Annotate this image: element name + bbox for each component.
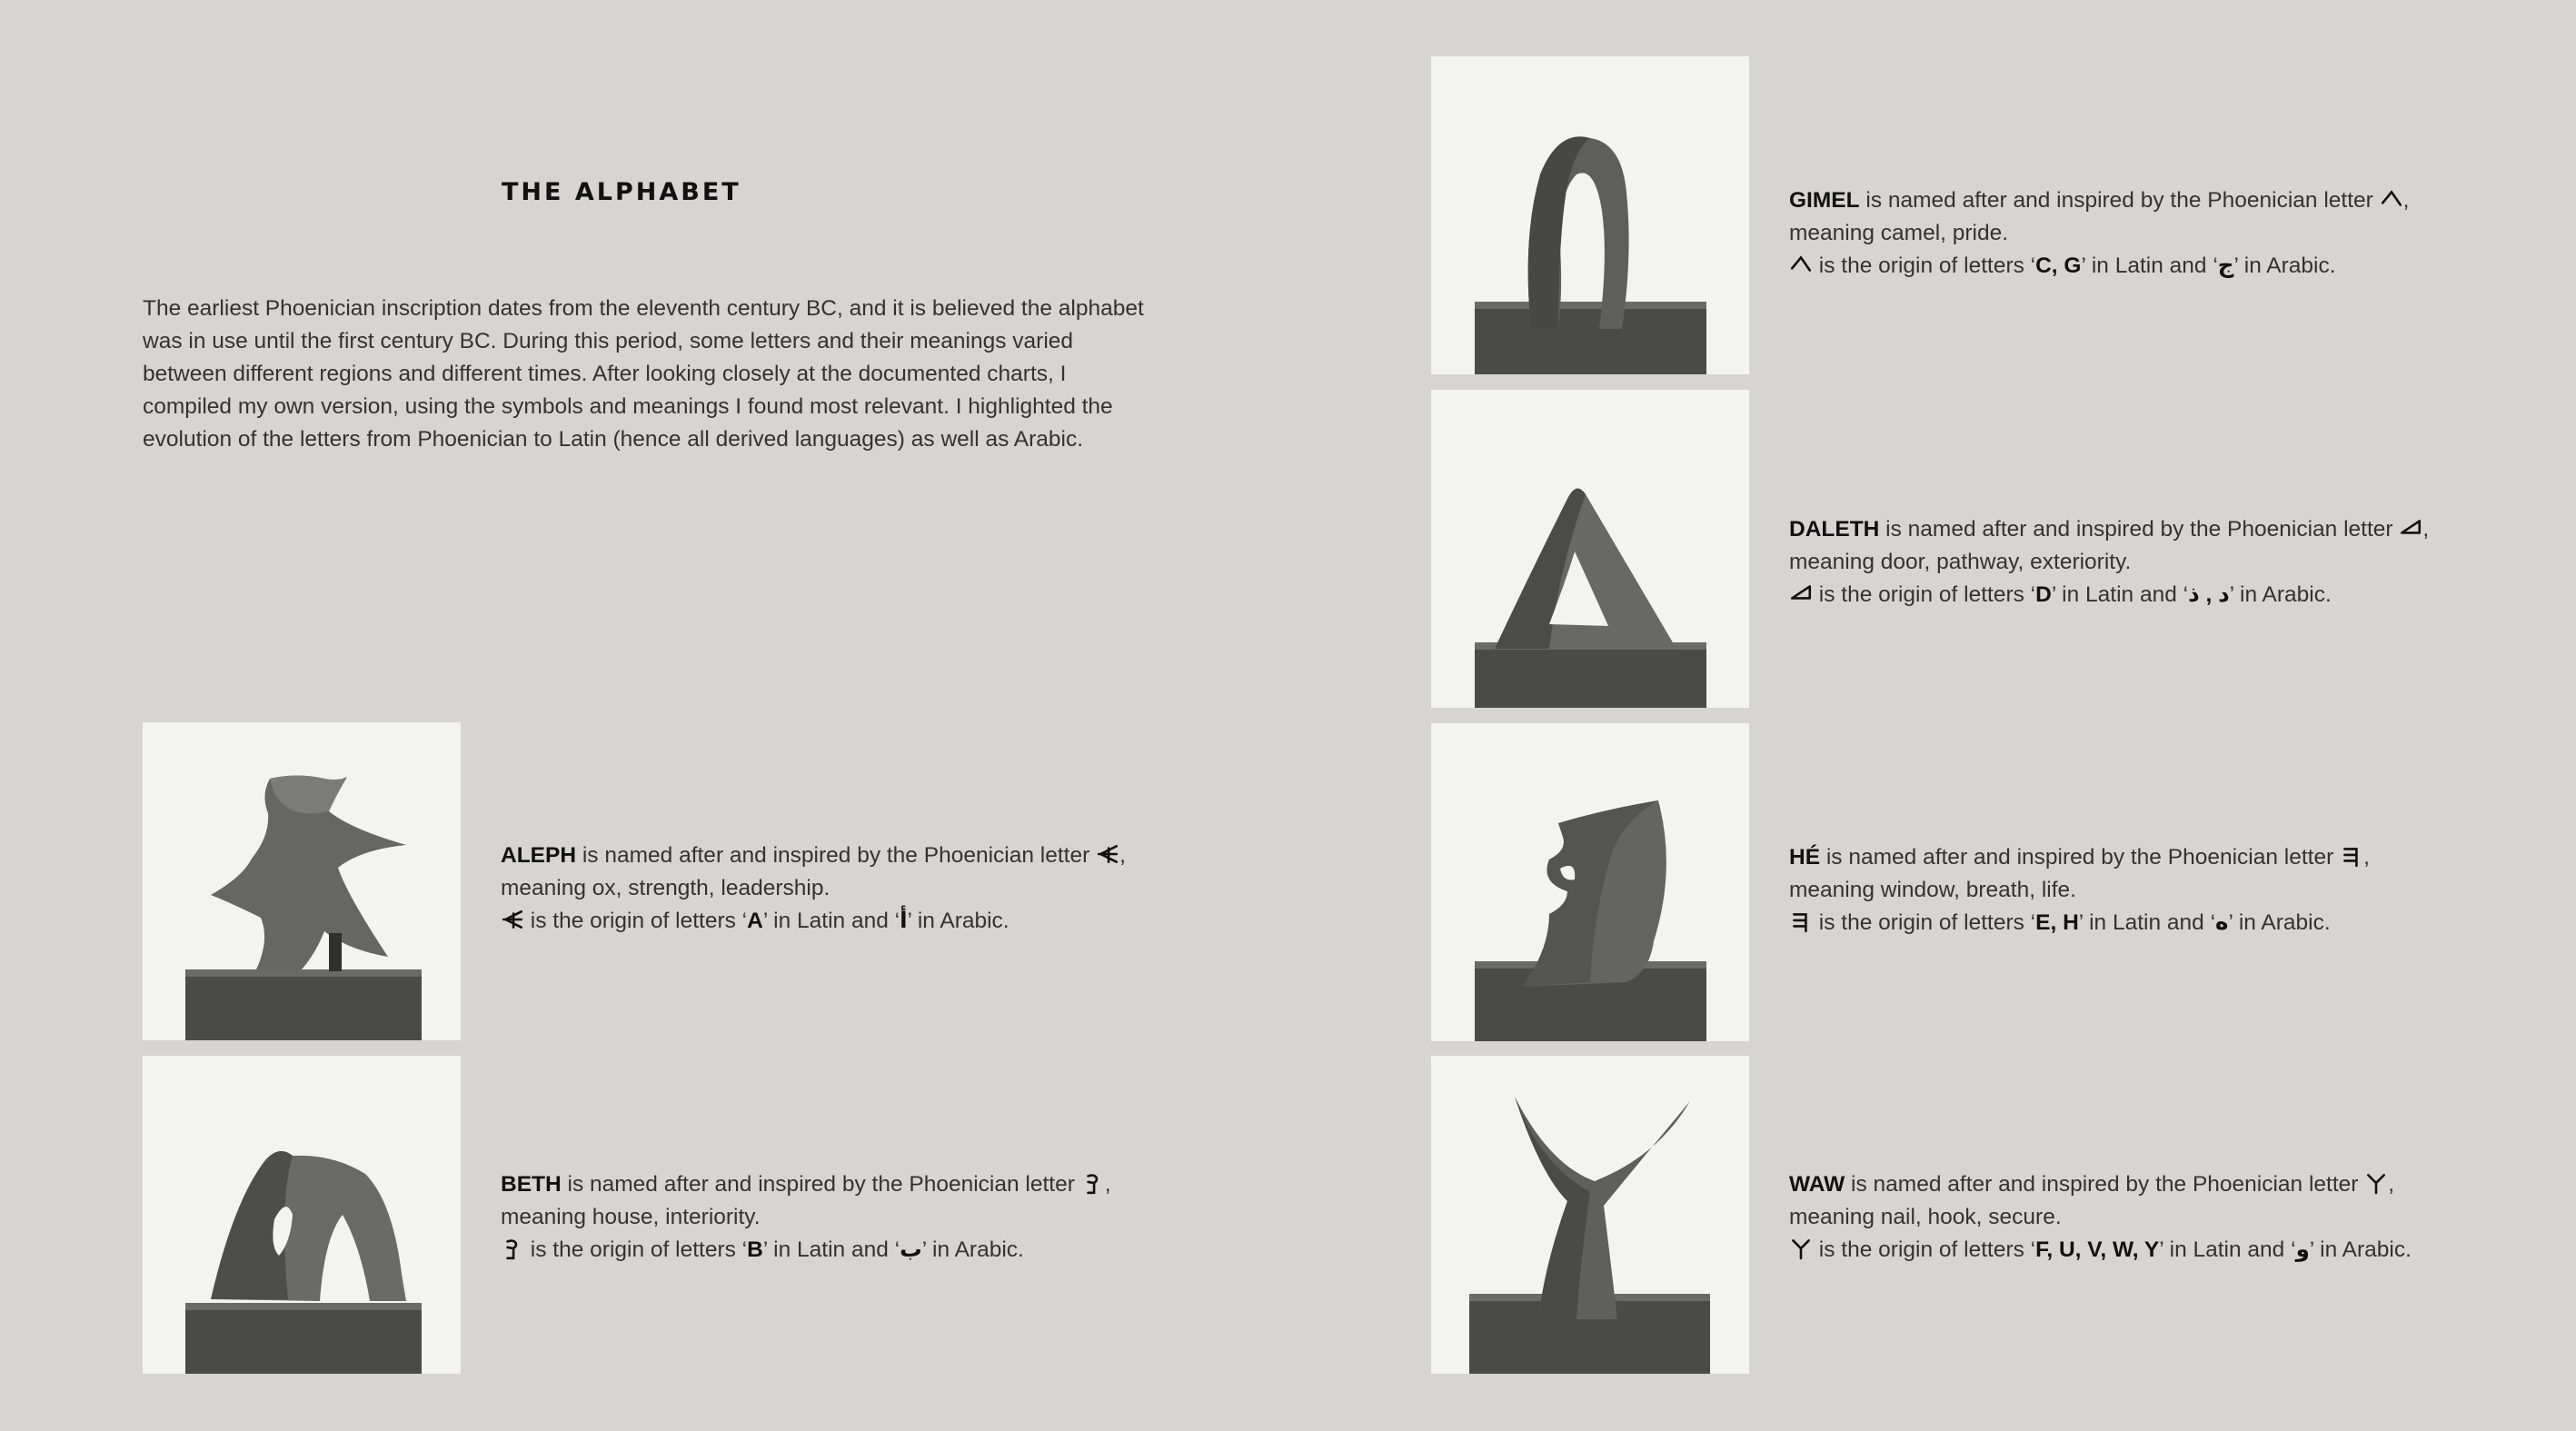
phoenician-beth-icon: [501, 1237, 524, 1260]
intro-paragraph: The earliest Phoenician inscription dates from the eleventh century BC, and it is believed the alphabet was in use until the first century BC. During this period, some letters and their meanings varied between different regions and different times. After looking closely at the documented charts, I compiled my own version, using the symbols and meanings I found most relevant. I highlighted the evolution of the letters from Phoenician to Latin (hence all derived languages) as well as Arabic.: [143, 296, 1144, 452]
phoenician-gimel-icon: [1789, 253, 1813, 276]
phoenician-aleph-icon: [501, 908, 524, 931]
gimel-sculpture-photo: [1431, 56, 1749, 374]
phoenician-aleph-icon: [1096, 842, 1119, 866]
phoenician-daleth-icon: [1789, 581, 1813, 605]
aleph-sculpture-photo: [143, 722, 461, 1040]
beth-sculpture-photo: [143, 1056, 461, 1374]
phoenician-waw-icon: [2364, 1171, 2388, 1195]
phoenician-waw-icon: [1789, 1237, 1813, 1260]
gimel-description: GIMEL is named after and inspired by the Phoenician letter , meaning camel, pride. is the origin of letters ‘C, G’ in Latin and ‘ج’ in Arabic.: [1789, 188, 2410, 278]
page-title: THE ALPHABET: [502, 178, 741, 206]
phoenician-gimel-icon: [2380, 187, 2403, 211]
waw-description: WAW is named after and inspired by the Phoenician letter , meaning nail, hook, secure. is the origin of letters ‘F, U, V, W, Y’ in Latin and ‘و’ in Arabic.: [1789, 1172, 2412, 1262]
beth-letter-name: BETH: [501, 1172, 562, 1197]
waw-sculpture-photo: [1431, 1056, 1749, 1374]
phoenician-beth-icon: [1081, 1171, 1105, 1195]
daleth-letter-name: DALETH: [1789, 517, 1880, 542]
daleth-description: DALETH is named after and inspired by the Phoenician letter , meaning door, pathway, exteriority. is the origin of letters ‘D’ in Latin and ‘د , ذ’ in Arabic.: [1789, 517, 2430, 607]
daleth-sculpture-photo: [1431, 390, 1749, 708]
phoenician-he-icon: [1789, 909, 1813, 933]
phoenician-daleth-icon: [2399, 516, 2422, 540]
aleph-description: ALEPH is named after and inspired by the Phoenician letter , meaning ox, strength, leadership. is the origin of letters ‘A’ in Latin and ‘أ’ in Arabic.: [501, 843, 1126, 933]
he-description: HÉ is named after and inspired by the Phoenician letter , meaning window, breath, life. is the origin of letters ‘E, H’ in Latin and ‘ه’ in Arabic.: [1789, 845, 2370, 935]
phoenician-he-icon: [2340, 844, 2363, 868]
beth-description: BETH is named after and inspired by the Phoenician letter , meaning house, interiority. is the origin of letters ‘B’ in Latin and ‘ب’ in Arabic.: [501, 1172, 1111, 1262]
aleph-letter-name: ALEPH: [501, 843, 577, 868]
he-sculpture-photo: [1431, 723, 1749, 1041]
gimel-letter-name: GIMEL: [1789, 188, 1860, 213]
waw-letter-name: WAW: [1789, 1172, 1845, 1197]
he-letter-name: HÉ: [1789, 845, 1821, 870]
